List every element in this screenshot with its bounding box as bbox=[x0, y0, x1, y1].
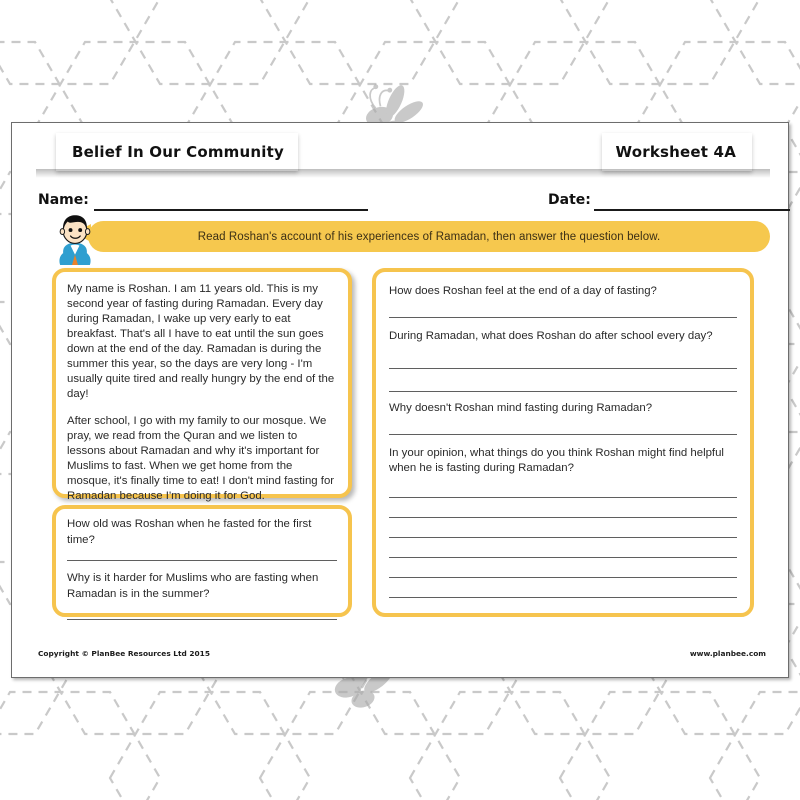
answer-line[interactable] bbox=[389, 391, 737, 392]
answer-line[interactable] bbox=[389, 317, 737, 318]
answer-line[interactable] bbox=[389, 557, 737, 558]
instruction-text: Read Roshan's account of his experiences of Ramadan, then answer the question below. bbox=[197, 230, 661, 243]
question-text: How does Roshan feel at the end of a day of fasting? bbox=[389, 285, 657, 297]
answer-line[interactable] bbox=[67, 619, 337, 620]
right-questions-panel bbox=[372, 268, 754, 617]
question-text: During Ramadan, what does Roshan do after school every day? bbox=[389, 329, 713, 342]
worksheet-title-plate bbox=[56, 133, 298, 171]
answer-line[interactable] bbox=[389, 434, 737, 435]
name-label: Name: bbox=[38, 192, 89, 208]
answer-line[interactable] bbox=[389, 537, 737, 538]
answer-line[interactable] bbox=[389, 368, 737, 369]
worksheet-header bbox=[12, 123, 788, 183]
worksheet-footer bbox=[38, 649, 766, 663]
answer-line[interactable] bbox=[389, 517, 737, 518]
date-label: Date: bbox=[548, 192, 591, 208]
answer-line[interactable] bbox=[67, 560, 337, 561]
question-text: Why is it harder for Muslims who are fasting when Ramadan is in the summer? bbox=[67, 572, 319, 600]
passage-paragraph: After school, I go with my family to our mosque. We pray, we read from the Quran and we listen to lessons about Ramadan and why it's important for Muslims to fast. When we get home from the mosque, it's finally time to eat! I don't mind fasting for Ramadan because I'm doing it for God. bbox=[67, 415, 335, 502]
website-link[interactable]: www.planbee.com bbox=[689, 649, 766, 658]
copyright-text: Copyright © PlanBee Resources Ltd 2015 bbox=[38, 649, 210, 658]
answer-line[interactable] bbox=[389, 497, 737, 498]
boy-roshan-avatar-icon bbox=[52, 213, 98, 265]
passage-panel bbox=[52, 268, 352, 502]
worksheet-number-plate bbox=[602, 133, 752, 171]
question-text: Why doesn't Roshan mind fasting during Ramadan? bbox=[389, 402, 653, 414]
answer-line[interactable] bbox=[389, 597, 737, 598]
header-divider bbox=[36, 169, 770, 178]
date-input-line[interactable] bbox=[594, 209, 790, 211]
answer-line[interactable] bbox=[389, 577, 737, 578]
question-text: In your opinion, what things do you think Roshan might find helpful when he is fasting during Ramadan? bbox=[389, 446, 724, 474]
worksheet-number-label: Worksheet 4A bbox=[615, 143, 736, 161]
name-input-line[interactable] bbox=[94, 209, 368, 211]
page-title: Belief In Our Community bbox=[72, 143, 284, 161]
name-date-row bbox=[38, 191, 768, 213]
question-text: How old was Roshan when he fasted for the first time? bbox=[67, 518, 312, 546]
worksheet-page bbox=[11, 122, 789, 678]
instruction-banner bbox=[88, 221, 770, 252]
left-questions-panel bbox=[52, 505, 352, 617]
passage-paragraph: My name is Roshan. I am 11 years old. This is my second year of fasting during Ramadan. Every day during Ramadan, I wake up very early to eat breakfast. That's all I have to eat until the sun goes down at the end of the day. Ramadan is during the summer this year, so the days are very long - I'm usually quite tired and really hungry by the end of the day! bbox=[67, 283, 335, 400]
